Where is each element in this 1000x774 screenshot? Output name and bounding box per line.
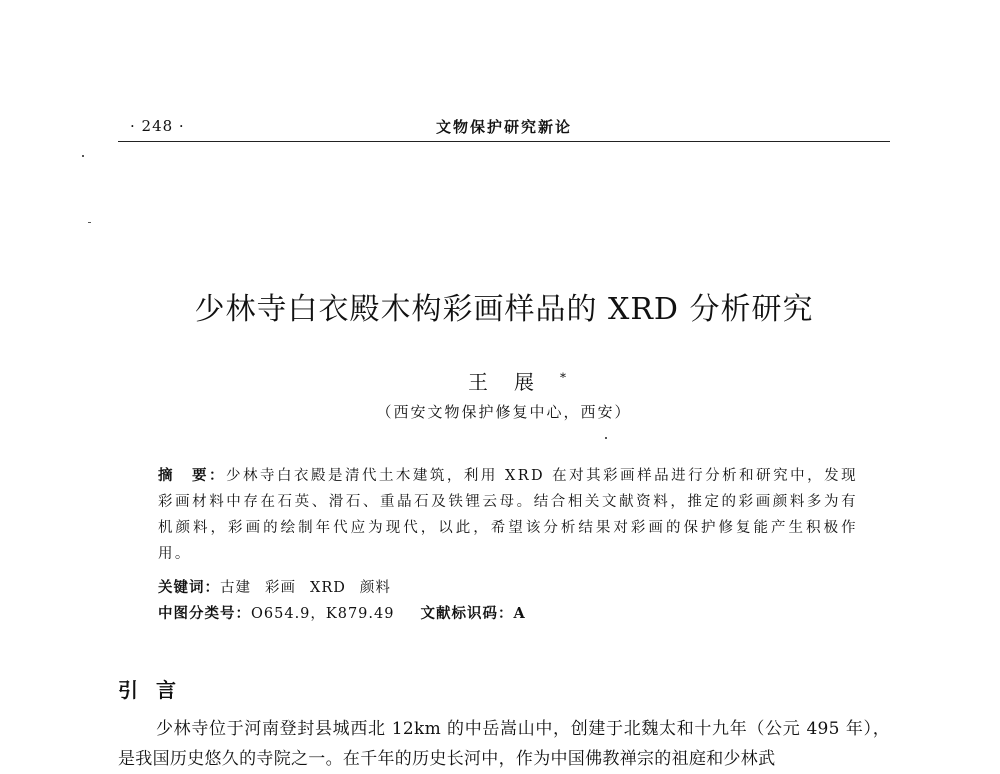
classification-label: 中图分类号：: [158, 605, 251, 622]
introduction-paragraph: 少林寺位于河南登封县城西北 12km 的中岳嵩山中，创建于北魏太和十九年（公元 495 年），是我国历史悠久的寺院之一。在千年的历史长河中，作为中国佛教禅宗的祖庭和少林武: [118, 719, 890, 769]
author-name: 王展: [468, 370, 560, 394]
keywords-line: [158, 576, 405, 597]
classification-line: [158, 602, 526, 623]
author-line: [118, 366, 890, 395]
section-heading-introduction: 引言: [118, 678, 194, 702]
keyword: 彩画: [265, 580, 296, 596]
page-header: [118, 113, 890, 142]
author-footnote-mark: *: [560, 370, 566, 385]
scan-speck: [82, 155, 84, 157]
keyword: 古建: [220, 580, 251, 596]
scan-speck: [88, 222, 91, 223]
abstract-text: 少林寺白衣殿是清代土木建筑，利用 XRD 在对其彩画样品进行分析和研究中，发现彩画材料中存在石英、滑石、重晶石及铁锂云母。结合相关文献资料，推定的彩画颜料多为有机颜料，彩画的绘制年代应为现代，以此，希望该分析结果对彩画的保护修复能产生积极作用。: [158, 468, 858, 562]
keyword: 颜料: [359, 580, 391, 596]
article-title: 少林寺白衣殿木构彩画样品的 XRD 分析研究: [194, 292, 814, 327]
running-title: 文物保护研究新论: [435, 118, 572, 136]
abstract-label: 摘 要：: [158, 467, 226, 484]
page-number: · 248 ·: [130, 117, 185, 135]
keywords-label: 关键词：: [158, 579, 220, 596]
keyword: XRD: [310, 580, 346, 596]
document-code-label: 文献标识码：: [420, 605, 514, 622]
scan-speck: [605, 437, 607, 439]
document-code: A: [513, 605, 526, 622]
classification-number: O654.9，K879.49: [251, 606, 395, 622]
abstract: [158, 463, 858, 567]
affiliation: （西安文物保护修复中心，西安）: [376, 403, 632, 421]
